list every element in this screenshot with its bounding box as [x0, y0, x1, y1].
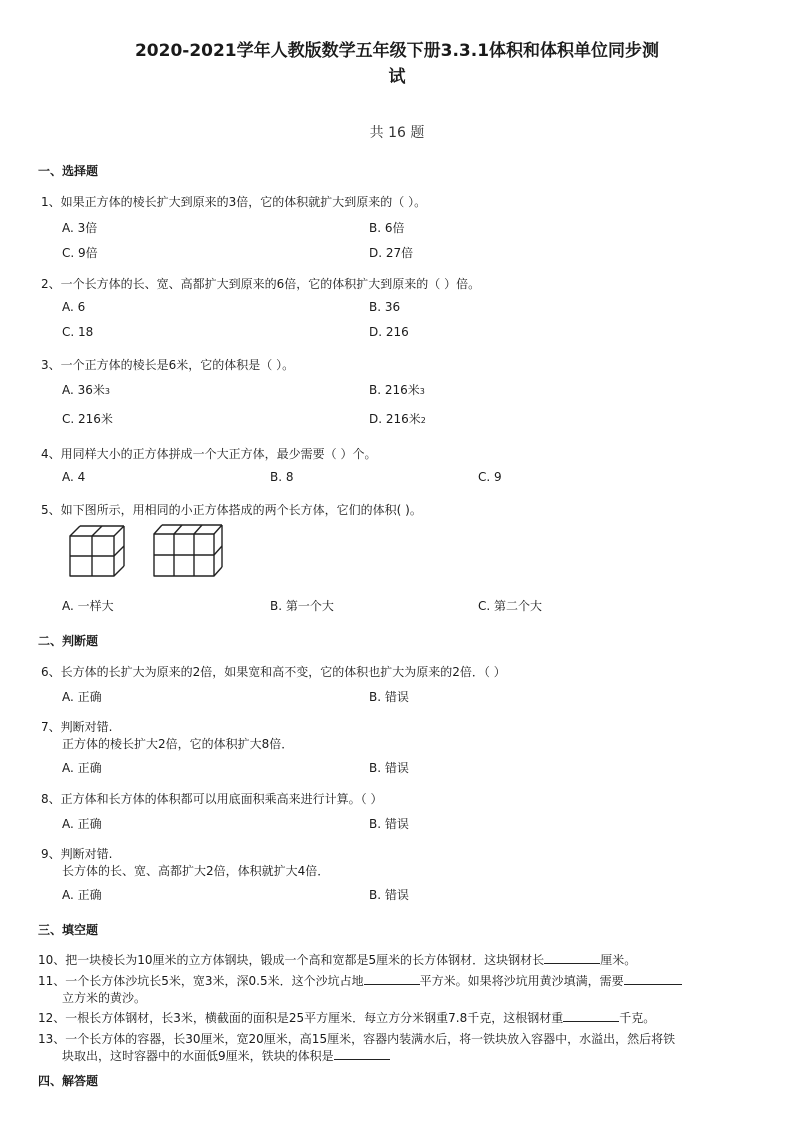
question-1-option-a[interactable]: A. 3倍	[62, 221, 98, 235]
question-3-option-b-label: B. 216米	[369, 383, 420, 397]
question-12-text-part1: 12、一根长方体钢材，长3米，横截面的面积是25平方厘米．每立方分米钢重7.8千克，这根钢材重	[38, 1011, 564, 1025]
question-5-option-b[interactable]: B. 第一个大	[270, 599, 334, 613]
question-12	[38, 1009, 655, 1026]
question-2-option-c[interactable]: C. 18	[62, 325, 94, 339]
question-1-text: 1、如果正方体的棱长扩大到原来的3倍，它的体积就扩大到原来的（ ）。	[41, 195, 427, 209]
question-7-option-b[interactable]: B. 错误	[369, 761, 409, 775]
question-2-text: 2、一个长方体的长、宽、高都扩大到原来的6倍，它的体积扩大到原来的（ ）倍。	[41, 277, 481, 291]
question-2-option-a[interactable]: A. 6	[62, 300, 86, 314]
question-11-text-part2: 平方米。如果将沙坑用黄沙填满，需要	[419, 974, 624, 988]
question-count: 共 16 题	[369, 125, 425, 141]
question-7-text: 7、判断对错.	[41, 720, 113, 734]
question-10	[38, 951, 636, 968]
section-heading-choice: 一、选择题	[38, 164, 99, 178]
question-2-option-d[interactable]: D. 216	[369, 325, 409, 339]
cuboid-figures	[62, 520, 242, 584]
question-9-option-b[interactable]: B. 错误	[369, 888, 409, 902]
question-12-text-part2: 千克。	[619, 1011, 656, 1025]
question-9-text: 9、判断对错.	[41, 847, 113, 861]
question-8-text: 8、正方体和长方体的体积都可以用底面积乘高来进行计算。（ ）	[41, 792, 383, 806]
question-7-option-a[interactable]: A. 正确	[62, 761, 102, 775]
question-3-option-b[interactable]	[369, 381, 425, 398]
question-13-line2	[62, 1047, 390, 1064]
question-5-option-a[interactable]: A. 一样大	[62, 599, 114, 613]
question-7-statement: 正方体的棱长扩大2倍，它的体积扩大8倍．	[62, 737, 294, 751]
question-1-option-c[interactable]: C. 9倍	[62, 246, 98, 260]
question-10-text-part1: 10、把一块棱长为10厘米的立方体钢块，锻成一个高和宽都是5厘米的长方体钢材．这块钢材长	[38, 953, 545, 967]
question-4-option-a[interactable]: A. 4	[62, 470, 86, 484]
cuboid-figure-2	[154, 525, 222, 576]
cuboid-figure-1	[70, 526, 124, 576]
question-5-option-c[interactable]: C. 第二个大	[478, 599, 543, 613]
question-11-answer-blank-2[interactable]	[624, 973, 682, 985]
question-11	[38, 972, 682, 989]
question-12-answer-blank[interactable]	[563, 1010, 619, 1022]
question-3-option-a-exponent: 3	[104, 387, 110, 396]
question-3-text: 3、一个正方体的棱长是6米，它的体积是（ ）。	[41, 358, 295, 372]
question-5-text: 5、如下图所示，用相同的小正方体搭成的两个长方体，它们的体积( )。	[41, 503, 422, 517]
question-9-statement: 长方体的长、宽、高都扩大2倍，体积就扩大4倍．	[62, 864, 330, 878]
question-8-option-b[interactable]: B. 错误	[369, 817, 409, 831]
question-3-option-a-label: A. 36米	[62, 383, 105, 397]
question-13-text-part1: 13、一个长方体的容器，长30厘米，宽20厘米，高15厘米，容器内装满水后，将一铁块放入容器中，水溢出，然后将铁	[38, 1032, 676, 1046]
question-6-option-a[interactable]: A. 正确	[62, 690, 102, 704]
question-3-option-d-exponent: 2	[420, 416, 426, 425]
page-title-line1: 2020-2021学年人教版数学五年级下册3.3.1体积和体积单位同步测	[134, 41, 660, 61]
question-11-text-part1: 11、一个长方体沙坑长5米，宽3米，深0.5米．这个沙坑占地	[38, 974, 364, 988]
question-13-answer-blank[interactable]	[334, 1048, 390, 1060]
question-3-option-a[interactable]	[62, 381, 110, 398]
question-11-answer-blank-1[interactable]	[364, 973, 420, 985]
question-4-option-c[interactable]: C. 9	[478, 470, 502, 484]
page-title-line2: 试	[388, 67, 406, 87]
section-heading-true-false: 二、判断题	[38, 634, 99, 648]
question-3-option-d[interactable]	[369, 410, 426, 427]
question-1-option-b[interactable]: B. 6倍	[369, 221, 405, 235]
question-9-option-a[interactable]: A. 正确	[62, 888, 102, 902]
section-heading-fill-blank: 三、填空题	[38, 923, 99, 937]
question-4-option-b[interactable]: B. 8	[270, 470, 294, 484]
question-13-text-part2: 块取出，这时容器中的水面低9厘米，铁块的体积是	[62, 1049, 334, 1063]
question-3-option-b-exponent: 3	[419, 387, 425, 396]
question-10-answer-blank[interactable]	[544, 952, 600, 964]
question-3-option-d-label: D. 216米	[369, 412, 421, 426]
question-6-option-b[interactable]: B. 错误	[369, 690, 409, 704]
section-heading-solve: 四、解答题	[38, 1074, 99, 1088]
question-6-text: 6、长方体的长扩大为原来的2倍，如果宽和高不变，它的体积也扩大为原来的2倍．（ ）	[41, 665, 506, 679]
question-1-option-d[interactable]: D. 27倍	[369, 246, 414, 260]
question-3-option-c[interactable]: C. 216米	[62, 412, 113, 426]
question-8-option-a[interactable]: A. 正确	[62, 817, 102, 831]
question-2-option-b[interactable]: B. 36	[369, 300, 401, 314]
question-10-text-part2: 厘米。	[600, 953, 637, 967]
question-11-text-part3: 立方米的黄沙。	[62, 991, 147, 1005]
question-4-text: 4、用同样大小的正方体拼成一个大正方体，最少需要（ ）个。	[41, 447, 377, 461]
